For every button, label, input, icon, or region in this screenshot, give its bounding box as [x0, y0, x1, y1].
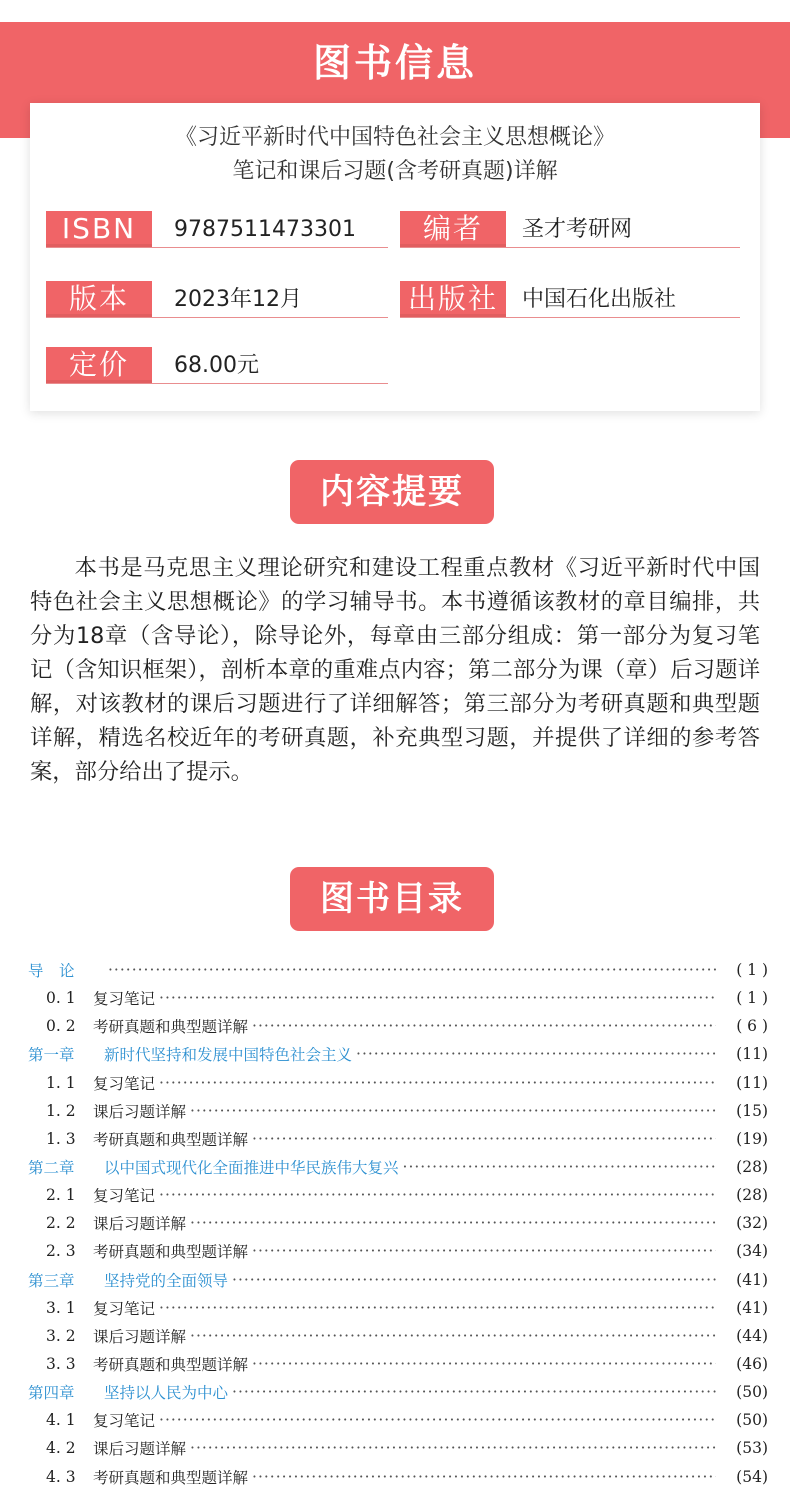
toc-section-row[interactable]	[28, 1350, 768, 1378]
toc-section-row[interactable]	[28, 984, 768, 1012]
toc-leader-dots	[252, 1350, 716, 1378]
book-info-card	[30, 103, 760, 411]
toc-leader-dots	[403, 1153, 716, 1181]
toc-number: 4. 1	[46, 1411, 76, 1430]
toc-title: 考研真题和典型题详解	[93, 1243, 249, 1262]
field-label: 编者	[400, 211, 506, 247]
toc-section-row[interactable]	[28, 1012, 768, 1040]
toc-title: 考研真题和典型题详解	[93, 1356, 249, 1375]
toc-number: 导 论	[28, 962, 75, 981]
toc-title: 新时代坚持和发展中国特色社会主义	[104, 1046, 353, 1065]
toc-page-number: (32)	[736, 1214, 768, 1233]
field-value: 68.00元	[174, 353, 259, 378]
toc-page-number: (15)	[736, 1101, 768, 1120]
toc-page-number: (46)	[736, 1355, 768, 1374]
field-publisher	[400, 281, 740, 318]
book-title	[30, 121, 760, 189]
toc-page-number: (19)	[736, 1129, 768, 1148]
toc-number: 1. 1	[46, 1073, 76, 1092]
toc-leader-dots	[190, 1209, 716, 1237]
toc-page-number: ( 1 )	[736, 989, 768, 1008]
summary-text: 本书是马克思主义理论研究和建设工程重点教材《习近平新时代中国特色社会主义思想概论》的学习辅导书。本书遵循该教材的章目编排，共分为18章（含导论），除导论外，每章由三部分组成：第一部分为复习笔记（含知识框架），剖析本章的重难点内容；第二部分为课（章）后习题详解，对该教材的课后习题进行了详细解答；第三部分为考研真题和典型题详解，精选名校近年的考研真题，补充典型习题，并提供了详细的参考答案，部分给出了提示。	[30, 555, 760, 785]
table-of-contents	[28, 956, 768, 1491]
toc-number: 4. 3	[46, 1467, 76, 1486]
toc-title: 考研真题和典型题详解	[93, 1018, 249, 1037]
toc-leader-dots	[190, 1434, 716, 1462]
toc-leader-dots	[232, 1378, 716, 1406]
toc-page-number: (11)	[736, 1045, 768, 1064]
toc-title: 考研真题和典型题详解	[93, 1468, 249, 1487]
toc-chapter-row[interactable]	[28, 1153, 768, 1181]
field-label: 出版社	[400, 281, 506, 317]
toc-page-number: ( 1 )	[736, 961, 768, 980]
toc-page-number: (53)	[736, 1439, 768, 1458]
toc-chapter-row[interactable]	[28, 1378, 768, 1406]
toc-section-row[interactable]	[28, 1463, 768, 1491]
field-isbn	[46, 211, 388, 248]
toc-number: 3. 1	[46, 1298, 76, 1317]
toc-title: 课后习题详解	[93, 1327, 187, 1346]
toc-number: 第一章	[28, 1046, 75, 1065]
toc-page-number: (28)	[736, 1186, 768, 1205]
toc-number: 0. 1	[46, 989, 76, 1008]
toc-leader-dots	[252, 1012, 716, 1040]
field-label: ISBN	[46, 211, 152, 247]
toc-page-number: (50)	[736, 1383, 768, 1402]
toc-number: 第二章	[28, 1159, 75, 1178]
toc-page-number: (54)	[736, 1467, 768, 1486]
field-price	[46, 347, 388, 384]
field-edition	[46, 281, 388, 318]
toc-leader-dots	[232, 1266, 716, 1294]
toc-section-row[interactable]	[28, 1125, 768, 1153]
toc-number: 1. 3	[46, 1129, 76, 1148]
toc-leader-dots	[159, 984, 716, 1012]
toc-leader-dots	[159, 1406, 716, 1434]
toc-leader-dots	[190, 1322, 716, 1350]
toc-title: 复习笔记	[93, 1074, 156, 1093]
toc-leader-dots	[108, 956, 716, 984]
toc-number: 2. 3	[46, 1242, 76, 1261]
toc-title: 课后习题详解	[93, 1215, 187, 1234]
book-title-line1: 《习近平新时代中国特色社会主义思想概论》	[174, 125, 615, 150]
toc-leader-dots	[159, 1069, 716, 1097]
toc-section-row[interactable]	[28, 1237, 768, 1265]
toc-number: 3. 3	[46, 1355, 76, 1374]
toc-page-number: (11)	[736, 1073, 768, 1092]
toc-number: 4. 2	[46, 1439, 76, 1458]
toc-section-row[interactable]	[28, 1294, 768, 1322]
field-value: 圣才考研网	[522, 217, 633, 242]
toc-heading: 图书目录	[290, 867, 494, 931]
toc-leader-dots	[190, 1097, 716, 1125]
toc-leader-dots	[252, 1125, 716, 1153]
field-value: 2023年12月	[174, 287, 302, 312]
toc-chapter-row[interactable]	[28, 956, 768, 984]
toc-title: 复习笔记	[93, 990, 156, 1009]
toc-page-number: ( 6 )	[736, 1017, 768, 1036]
toc-page-number: (41)	[736, 1270, 768, 1289]
toc-number: 第四章	[28, 1384, 75, 1403]
page-title: 图书信息	[312, 41, 477, 85]
toc-leader-dots	[159, 1181, 716, 1209]
toc-title: 坚持以人民为中心	[104, 1384, 229, 1403]
field-label: 版本	[46, 281, 152, 317]
book-title-line2: 笔记和课后习题(含考研真题)详解	[232, 159, 558, 184]
toc-page-number: (41)	[736, 1298, 768, 1317]
toc-section-row[interactable]	[28, 1209, 768, 1237]
toc-number: 第三章	[28, 1271, 75, 1290]
toc-title: 以中国式现代化全面推进中华民族伟大复兴	[104, 1159, 399, 1178]
toc-section-row[interactable]	[28, 1322, 768, 1350]
toc-title: 考研真题和典型题详解	[93, 1130, 249, 1149]
toc-section-row[interactable]	[28, 1406, 768, 1434]
toc-chapter-row[interactable]	[28, 1266, 768, 1294]
toc-page-number: (34)	[736, 1242, 768, 1261]
toc-leader-dots	[252, 1237, 716, 1265]
toc-title: 复习笔记	[93, 1412, 156, 1431]
toc-number: 2. 1	[46, 1186, 76, 1205]
toc-number: 0. 2	[46, 1017, 76, 1036]
toc-title: 复习笔记	[93, 1187, 156, 1206]
toc-leader-dots	[356, 1040, 716, 1068]
toc-page-number: (50)	[736, 1411, 768, 1430]
summary-heading: 内容提要	[290, 460, 494, 524]
toc-number: 1. 2	[46, 1101, 76, 1120]
toc-section-row[interactable]	[28, 1434, 768, 1462]
toc-page-number: (44)	[736, 1326, 768, 1345]
toc-section-row[interactable]	[28, 1069, 768, 1097]
toc-number: 2. 2	[46, 1214, 76, 1233]
field-value: 9787511473301	[174, 217, 356, 242]
toc-section-row[interactable]	[28, 1097, 768, 1125]
toc-title: 课后习题详解	[93, 1102, 187, 1121]
field-editor	[400, 211, 740, 248]
toc-title: 坚持党的全面领导	[104, 1271, 229, 1290]
toc-leader-dots	[252, 1463, 716, 1491]
toc-title: 课后习题详解	[93, 1440, 187, 1459]
field-label: 定价	[46, 347, 152, 383]
toc-page-number: (28)	[736, 1158, 768, 1177]
toc-section-row[interactable]	[28, 1181, 768, 1209]
toc-title: 复习笔记	[93, 1299, 156, 1318]
toc-leader-dots	[159, 1294, 716, 1322]
toc-number: 3. 2	[46, 1326, 76, 1345]
toc-chapter-row[interactable]	[28, 1040, 768, 1068]
field-value: 中国石化出版社	[522, 287, 677, 312]
